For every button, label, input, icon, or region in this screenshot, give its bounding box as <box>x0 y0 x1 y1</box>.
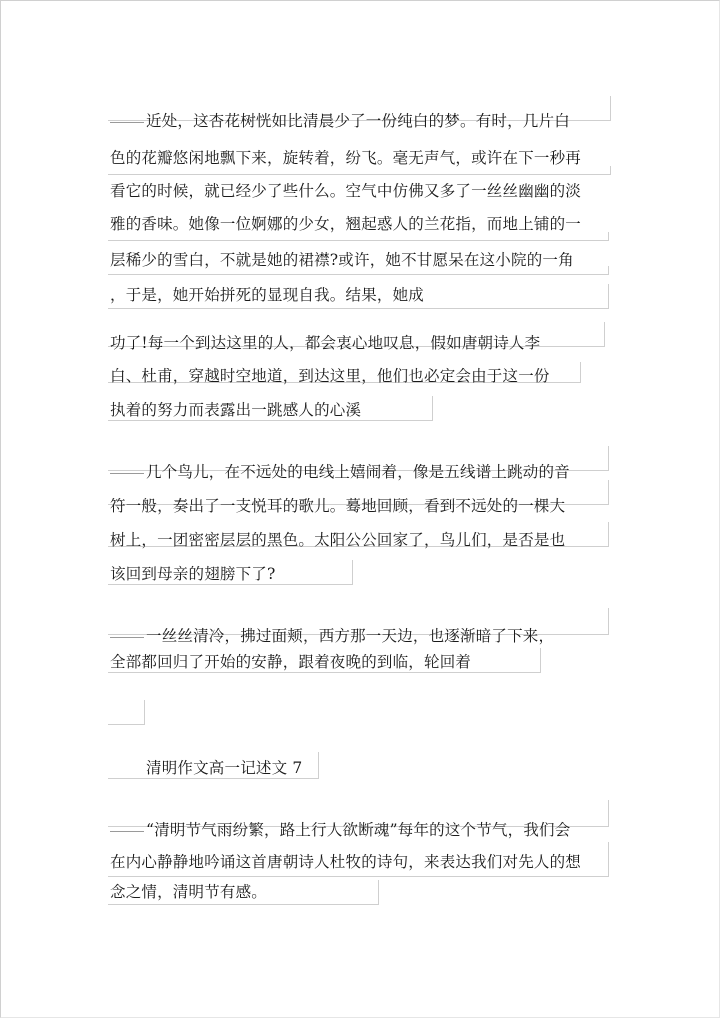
paragraph-4-line-2: 全部都回归了开始的安静，跟着夜晚的到临，轮回着 <box>110 653 472 671</box>
paragraph-1-line-3: 看它的时候，就已经少了些什么。空气中仿佛又多了一丝丝幽幽的淡 <box>110 182 582 200</box>
text-box <box>108 166 611 175</box>
indent-dash <box>110 831 144 832</box>
paragraph-2-line-3: 执着的努力而表露出一跳感人的心溪 <box>110 401 362 419</box>
paragraph-3-line-2: 符一般，奏出了一支悦耳的歌儿。蓦地回顾，看到不远处的一棵大 <box>110 497 566 515</box>
paragraph-2-line-1: 功了!每一个到达这里的人，都会衷心地叹息，假如唐朝诗人李 <box>110 334 541 352</box>
paragraph-1-line-1 <box>110 111 570 131</box>
paragraph-5-line-3: 念之情，清明节有感。 <box>110 883 268 901</box>
section-heading <box>110 758 303 778</box>
paragraph-1-line-4: 雅的香味。她像一位婀娜的少女，翘起惑人的兰花指，而地上铺的一 <box>110 215 582 233</box>
indent-dash <box>110 473 144 474</box>
paragraph-4-line-1 <box>110 626 554 646</box>
line-text: 几个鸟儿，在不远处的电线上嬉闹着，像是五线谱上跳动的音 <box>146 463 570 481</box>
line-text: “清明节气雨纷繁，路上行人欲断魂”每年的这个节气，我们会 <box>146 821 571 839</box>
indent-dash <box>110 122 144 123</box>
indent-dash <box>110 637 144 638</box>
paragraph-3-line-1 <box>110 462 570 482</box>
text-box <box>108 232 609 241</box>
paragraph-5-line-1 <box>110 820 570 840</box>
heading-text: 清明作文高一记述文 7 <box>146 759 303 777</box>
paragraph-1-line-5: 层稀少的雪白，不就是她的裙襟?或许，她不甘愿呆在这小院的一角 <box>110 251 574 269</box>
text-box <box>108 266 609 275</box>
line-text: 一丝丝清冷，拂过面颊，西方那一天边，也逐渐暗了下来， <box>146 627 555 645</box>
paragraph-1-line-6: ，于是，她开始拼死的显现自我。结果，她成 <box>110 286 425 304</box>
text-box <box>108 700 145 725</box>
line-text: 近处，这杏花树恍如比清晨少了一份纯白的梦。有时，几片白 <box>146 112 570 130</box>
paragraph-2-line-2: 白、杜甫，穿越时空地道，到达这里，他们也必定会由于这一份 <box>110 367 550 385</box>
paragraph-3-line-3: 树上，一团密密层层的黑色。太阳公公回家了，鸟儿们，是否是也 <box>110 531 566 549</box>
paragraph-3-line-4: 该回到母亲的翅膀下了? <box>110 565 276 583</box>
paragraph-1-line-2: 色的花瓣悠闲地飘下来，旋转着，纷飞。毫无声气，或许在下一秒再 <box>110 149 582 167</box>
paragraph-5-line-2: 在内心静静地吟诵这首唐朝诗人杜牧的诗句，来表达我们对先人的想 <box>110 853 582 871</box>
